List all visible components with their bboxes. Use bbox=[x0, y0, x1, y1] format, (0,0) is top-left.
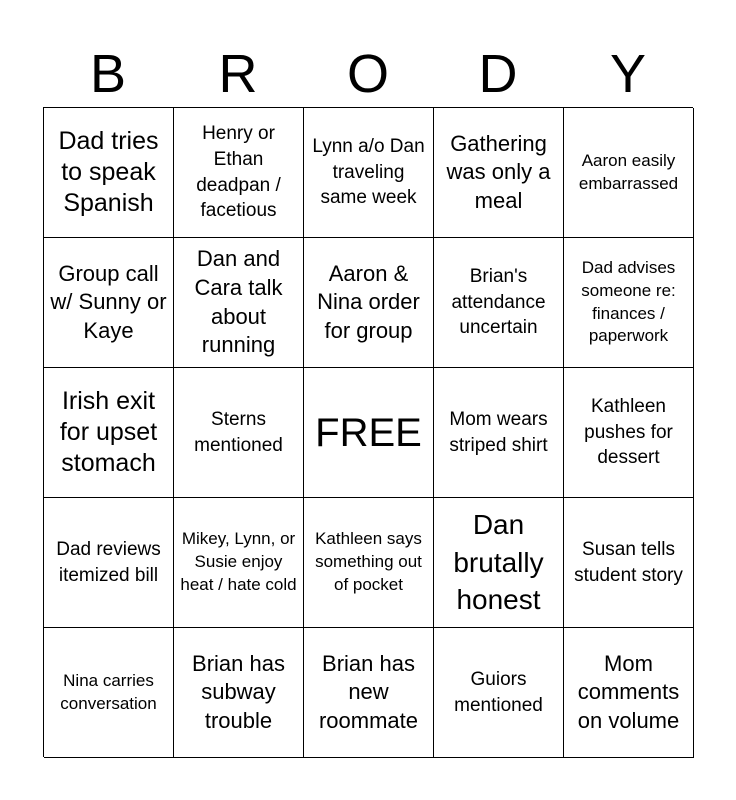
bingo-header bbox=[43, 40, 693, 108]
bingo-board bbox=[43, 107, 693, 757]
bingo-cell-r3-c1[interactable]: Irish exit for upset stomach bbox=[44, 368, 174, 498]
header-letter-b: B bbox=[89, 44, 127, 104]
bingo-cell-r2-c2[interactable]: Dan and Cara talk about running bbox=[174, 238, 304, 368]
bingo-cell-r2-c3[interactable]: Aaron & Nina order for group bbox=[304, 238, 434, 368]
bingo-cell-r4-c2[interactable]: Mikey, Lynn, or Susie enjoy heat / hate cold bbox=[174, 498, 304, 628]
bingo-cell-r1-c4[interactable]: Gathering was only a meal bbox=[434, 108, 564, 238]
bingo-cell-r2-c1[interactable]: Group call w/ Sunny or Kaye bbox=[44, 238, 174, 368]
header-letter-r: R bbox=[218, 44, 258, 104]
bingo-cell-r2-c5[interactable]: Dad advises someone re: finances / paperwork bbox=[564, 238, 694, 368]
bingo-cell-r4-c4[interactable]: Dan brutally honest bbox=[434, 498, 564, 628]
bingo-cell-r5-c3[interactable]: Brian has new roommate bbox=[304, 628, 434, 758]
bingo-cell-r5-c5[interactable]: Mom comments on volume bbox=[564, 628, 694, 758]
bingo-cell-r2-c4[interactable]: Brian's attendance uncertain bbox=[434, 238, 564, 368]
bingo-cell-r4-c3[interactable]: Kathleen says something out of pocket bbox=[304, 498, 434, 628]
bingo-cell-r3-c5[interactable]: Kathleen pushes for dessert bbox=[564, 368, 694, 498]
header-letter-d: D bbox=[478, 44, 518, 104]
bingo-cell-r1-c5[interactable]: Aaron easily embarrassed bbox=[564, 108, 694, 238]
bingo-cell-r5-c4[interactable]: Guiors mentioned bbox=[434, 628, 564, 758]
bingo-cell-free[interactable]: FREE bbox=[304, 368, 434, 498]
bingo-cell-r5-c1[interactable]: Nina carries conversation bbox=[44, 628, 174, 758]
bingo-cell-r3-c2[interactable]: Sterns mentioned bbox=[174, 368, 304, 498]
header-letter-o: O bbox=[346, 44, 389, 104]
bingo-cell-r1-c2[interactable]: Henry or Ethan deadpan / facetious bbox=[174, 108, 304, 238]
bingo-cell-r1-c1[interactable]: Dad tries to speak Spanish bbox=[44, 108, 174, 238]
bingo-cell-r4-c1[interactable]: Dad reviews itemized bill bbox=[44, 498, 174, 628]
bingo-cell-r4-c5[interactable]: Susan tells student story bbox=[564, 498, 694, 628]
bingo-cell-r5-c2[interactable]: Brian has subway trouble bbox=[174, 628, 304, 758]
header-letter-y: Y bbox=[609, 44, 647, 104]
bingo-cell-r1-c3[interactable]: Lynn a/o Dan traveling same week bbox=[304, 108, 434, 238]
bingo-cell-r3-c4[interactable]: Mom wears striped shirt bbox=[434, 368, 564, 498]
